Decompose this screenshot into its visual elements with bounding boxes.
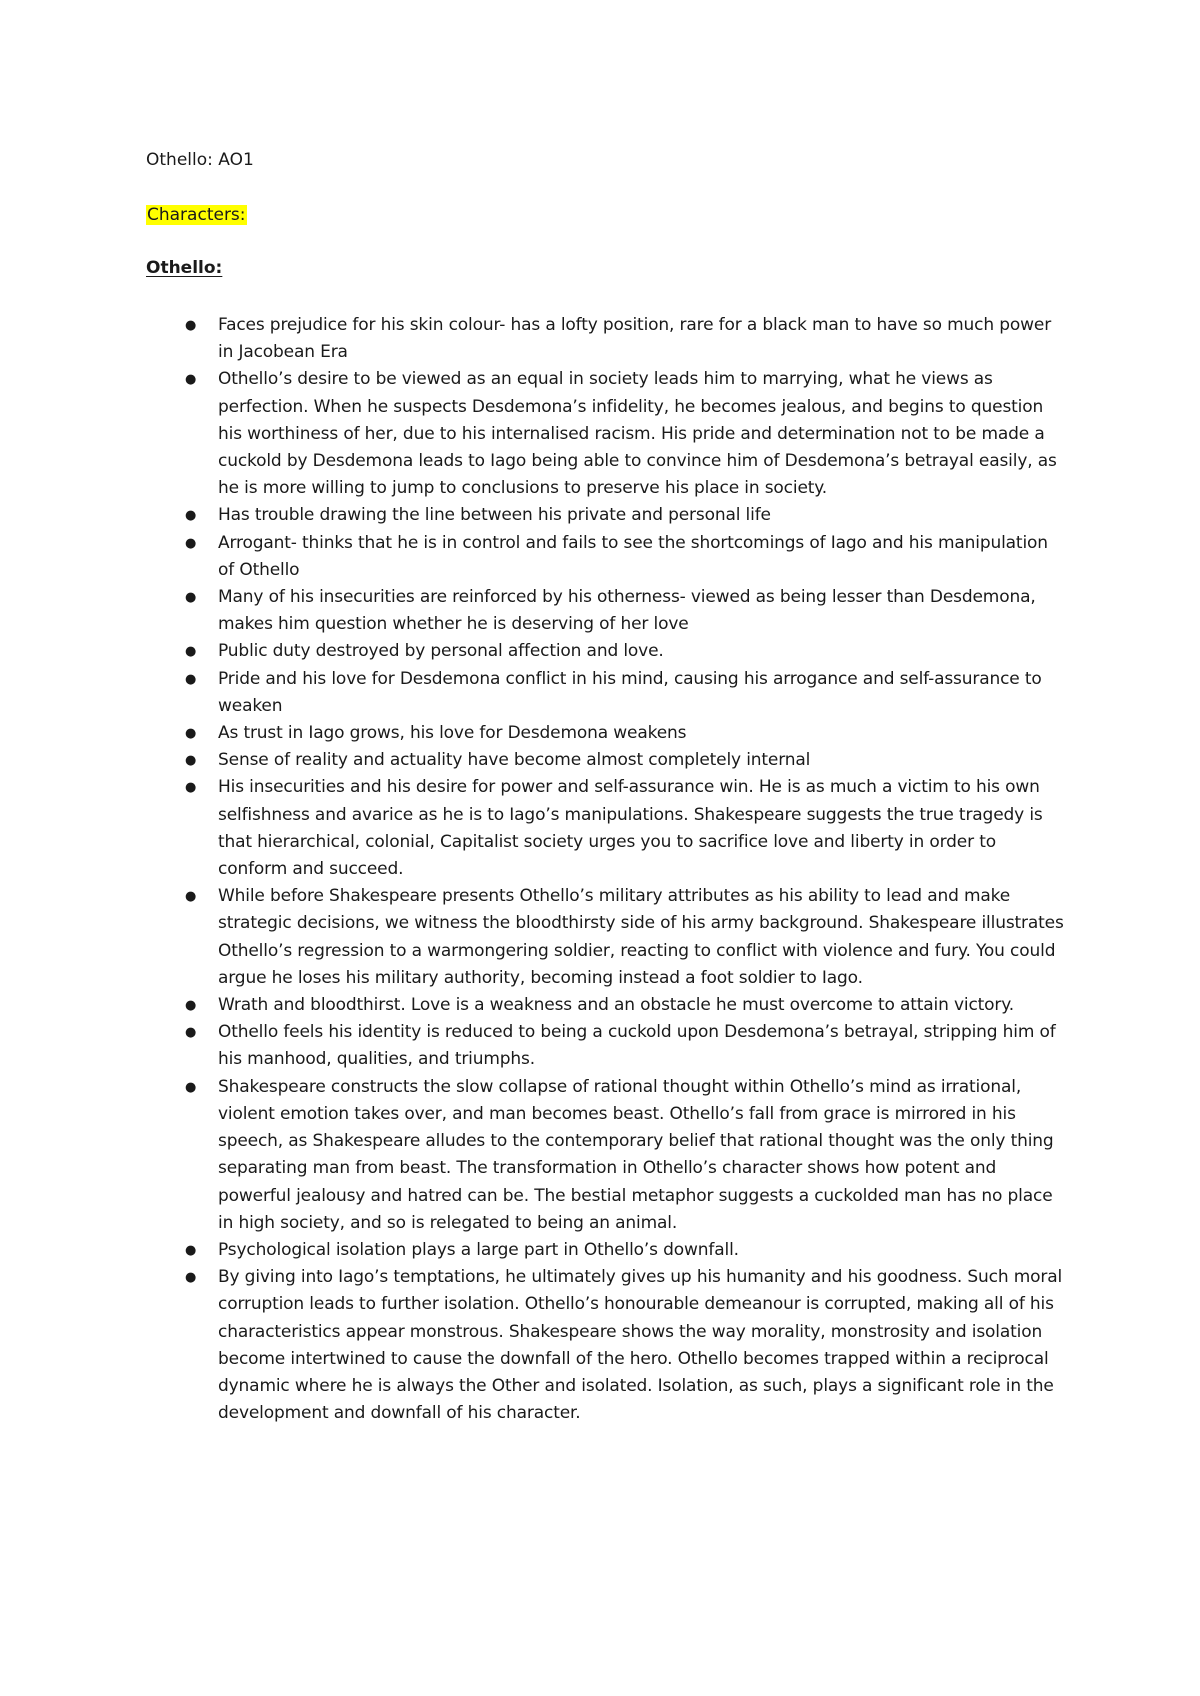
bullet-item <box>185 1237 1068 1264</box>
bullet-text: Public duty destroyed by personal affection and love. <box>218 641 664 662</box>
bullet-text: While before Shakespeare presents Othello’s military attributes as his ability to lead and make strategic decisions, we witness the bloodthirsty side of his army background. Shakespeare illustrates Othello’s regression to a warmongering soldier, reacting to conflict with violence and fury. You could argue he loses his military authority, becoming instead a foot soldier to Iago. <box>218 886 1064 988</box>
bullet-item <box>185 366 1068 502</box>
bullet-icon: ● <box>185 753 197 769</box>
bullet-text: His insecurities and his desire for power and self-assurance win. He is as much a victim to his own selfishness and avarice as he is to Iago’s manipulations. Shakespeare suggests the true tragedy is that hierarchical, colonial, Capitalist society urges you to sacrifice love and liberty in order to conform and succeed. <box>218 777 1043 880</box>
bullet-icon: ● <box>185 1079 197 1095</box>
bullet-text: Othello’s desire to be viewed as an equal in society leads him to marrying, what he views as perfection. When he suspects Desdemona’s infidelity, he becomes jealous, and begins to question his worthiness of her, due to his internalised racism. His pride and determination not to be made a cuckold by Desdemona leads to Iago being able to convince him of Desdemona’s betrayal easily, as he is more willing to jump to conclusions to preserve his place in society. <box>218 369 1057 499</box>
bullet-item <box>185 774 1068 883</box>
bullet-item <box>185 1264 1068 1427</box>
bullet-list <box>185 312 1068 1427</box>
bullet-icon: ● <box>185 671 197 687</box>
bullet-item <box>185 530 1068 584</box>
section-heading <box>146 205 247 225</box>
bullet-icon: ● <box>185 726 197 742</box>
bullet-item <box>185 883 1068 992</box>
highlighted-section-heading: Characters: <box>147 205 246 225</box>
bullet-icon: ● <box>185 535 197 551</box>
bullet-item <box>185 584 1068 638</box>
bullet-icon: ● <box>185 644 197 660</box>
bullet-item <box>185 312 1068 366</box>
character-heading: Othello: <box>146 258 223 278</box>
bullet-icon: ● <box>185 1242 197 1258</box>
bullet-icon: ● <box>185 318 197 333</box>
bullet-text: Shakespeare constructs the slow collapse of rational thought within Othello’s mind as irrational, violent emotion takes over, and man becomes beast. Othello’s fall from grace is mirrored in his speech, as Shakespeare alludes to the contemporary belief that rational thought was the only thing separating man from beast. The transformation in Othello’s character shows how potent and powerful jealousy and hatred can be. The bestial metaphor suggests a cuckolded man has no place in high society, and so is relegated to being an animal. <box>218 1076 1054 1233</box>
bullet-text: Othello feels his identity is reduced to being a cuckold upon Desdemona’s betrayal, stripping him of his manhood, qualities, and triumphs. <box>218 1022 1056 1070</box>
bullet-icon: ● <box>185 590 197 606</box>
bullet-icon: ● <box>185 372 197 388</box>
bullet-text: As trust in Iago grows, his love for Desdemona weakens <box>218 723 687 744</box>
bullet-icon: ● <box>185 998 197 1014</box>
bullet-text: Has trouble drawing the line between his private and personal life <box>218 505 771 526</box>
bullet-text: Faces prejudice for his skin colour- has a lofty position, rare for a black man to have so much power in Jacobean Era <box>218 315 1052 363</box>
bullet-item <box>185 502 1068 529</box>
bullet-icon: ● <box>185 1025 197 1041</box>
bullet-icon: ● <box>185 780 197 796</box>
bullet-item <box>185 638 1068 665</box>
bullet-item <box>185 1019 1068 1073</box>
bullet-icon: ● <box>185 1270 197 1286</box>
document-title: Othello: AO1 <box>146 150 254 170</box>
bullet-text: Sense of reality and actuality have become almost completely internal <box>218 750 811 771</box>
bullet-text: By giving into Iago’s temptations, he ultimately gives up his humanity and his goodness. Such moral corruption leads to further isolation. Othello’s honourable demeanour is corrupted, making all of his characteristics appear monstrous. Shakespeare shows the way morality, monstrosity and isolation become intertwined to cause the downfall of the hero. Othello becomes trapped within a reciprocal dynamic where he is always the Other and isolated. Isolation, as such, plays a significant role in the development and downfall of his character. <box>218 1267 1063 1424</box>
bullet-item <box>185 992 1068 1019</box>
bullet-icon: ● <box>185 508 197 524</box>
bullet-item <box>185 720 1068 747</box>
bullet-text: Arrogant- thinks that he is in control and fails to see the shortcomings of Iago and his manipulation of Othello <box>218 532 1048 580</box>
bullet-text: Wrath and bloodthirst. Love is a weakness and an obstacle he must overcome to attain victory. <box>218 995 1015 1016</box>
bullet-item <box>185 747 1068 774</box>
bullet-text: Many of his insecurities are reinforced by his otherness- viewed as being lesser than Desdemona, makes him question whether he is deserving of her love <box>218 587 1036 635</box>
bullet-item <box>185 666 1068 720</box>
bullet-text: Psychological isolation plays a large part in Othello’s downfall. <box>218 1239 739 1260</box>
bullet-icon: ● <box>185 889 197 905</box>
bullet-text: Pride and his love for Desdemona conflict in his mind, causing his arrogance and self-assurance to weaken <box>218 668 1042 716</box>
bullet-item <box>185 1074 1068 1237</box>
